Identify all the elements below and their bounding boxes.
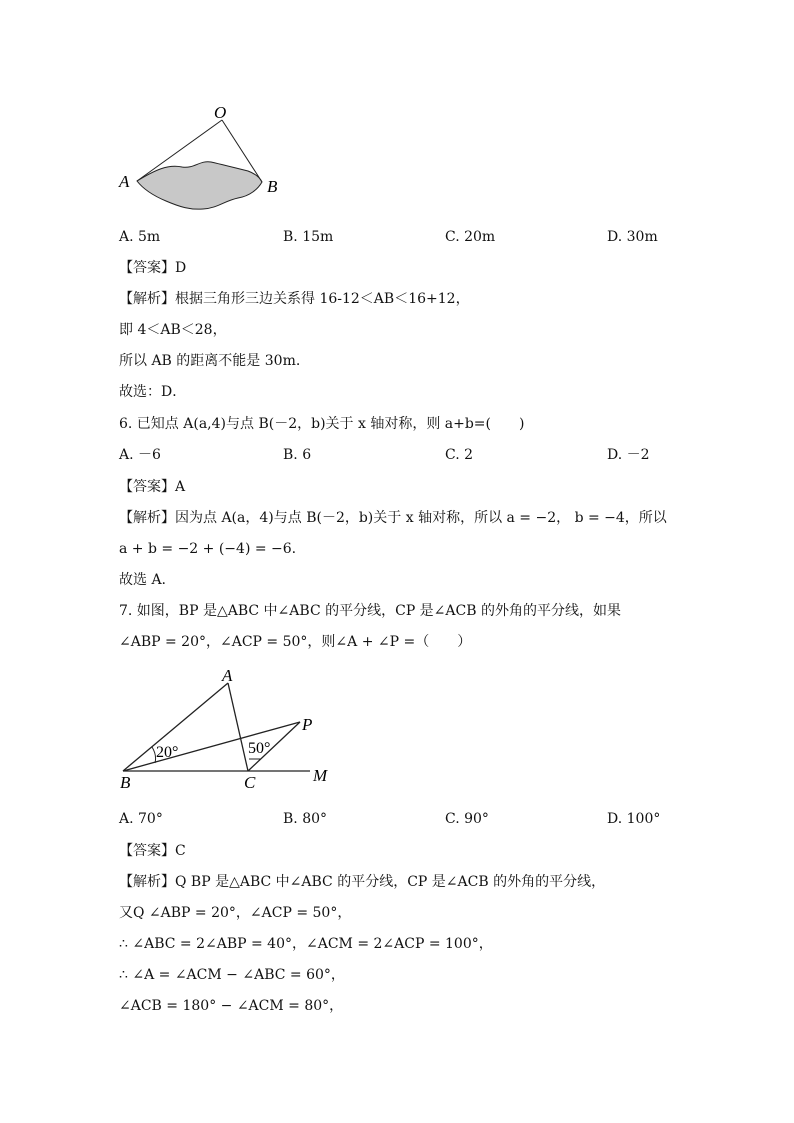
label-m: M: [313, 766, 328, 785]
q6-question: 6. 已知点 A(a,4)与点 B(－2，b)关于 x 轴对称，则 a+b=( ): [119, 416, 525, 432]
q7-analysis-line-3: ∴ ∠ABC = 2∠ABP = 40°，∠ACM = 2∠ACP = 100°，: [119, 936, 493, 952]
q5-option-a: A. 5m: [119, 229, 161, 245]
q6-analysis-line-3: 故选 A.: [119, 572, 167, 588]
q7-option-a: A. 70°: [119, 811, 163, 827]
q5-analysis-line-2: 即 4＜AB＜28，: [119, 322, 227, 338]
lake-figure: [110, 98, 290, 223]
q7-question-line-2: ∠ABP = 20°，∠ACP = 50°，则∠A + ∠P =（ ）: [119, 634, 472, 650]
label-c: C: [244, 773, 256, 792]
segment-ac: [228, 683, 248, 771]
q6-option-b: B. 6: [283, 447, 312, 463]
triangle-figure: [110, 660, 350, 800]
label-p: P: [302, 715, 313, 734]
q5-option-c: C. 20m: [445, 229, 496, 245]
label-a: A: [119, 172, 130, 191]
q5-analysis-line-4: 故选：D．: [119, 384, 187, 400]
q5-option-b: B. 15m: [283, 229, 334, 245]
q7-analysis-line-2: 又Q ∠ABP = 20°，∠ACP = 50°，: [119, 905, 352, 921]
lake-shape: [137, 162, 262, 209]
q7-option-d: D. 100°: [607, 811, 661, 827]
q6-answer: 【答案】A: [119, 479, 186, 495]
q6-option-a: A. －6: [119, 447, 161, 463]
label-b: B: [267, 177, 278, 196]
q5-answer: 【答案】D: [119, 260, 187, 276]
label-b: B: [120, 773, 131, 792]
q6-analysis-line-1: 【解析】因为点 A(a，4)与点 B(－2，b)关于 x 轴对称，所以 a = −2， b = −4，所以: [119, 510, 667, 526]
q7-analysis-line-4: ∴ ∠A = ∠ACM − ∠ABC = 60°，: [119, 967, 345, 983]
label-a: A: [222, 666, 233, 685]
angle-label-50: 50°: [248, 740, 271, 757]
angle-label-20: 20°: [156, 744, 179, 761]
q7-question-line-1: 7. 如图，BP 是△ABC 中∠ABC 的平分线，CP 是∠ACB 的外角的平分线，如果: [119, 603, 621, 619]
q7-answer: 【答案】C: [119, 843, 186, 859]
q7-option-c: C. 90°: [445, 811, 489, 827]
q6-option-c: C. 2: [445, 447, 474, 463]
q5-option-d: D. 30m: [607, 229, 658, 245]
q6-option-d: D. －2: [607, 447, 650, 463]
q7-option-b: B. 80°: [283, 811, 328, 827]
q7-analysis-line-1: 【解析】Q BP 是△ABC 中∠ABC 的平分线，CP 是∠ACB 的外角的平分线，: [119, 874, 606, 890]
q5-analysis-line-3: 所以 AB 的距离不能是 30m.: [119, 353, 301, 369]
q7-analysis-line-5: ∠ACB = 180° − ∠ACM = 80°，: [119, 998, 344, 1014]
label-o: O: [214, 103, 227, 122]
q5-analysis-line-1: 【解析】根据三角形三边关系得 16-12＜AB＜16+12，: [119, 291, 470, 307]
q6-analysis-line-2: a + b = −2 + (−4) = −6.: [119, 541, 297, 557]
